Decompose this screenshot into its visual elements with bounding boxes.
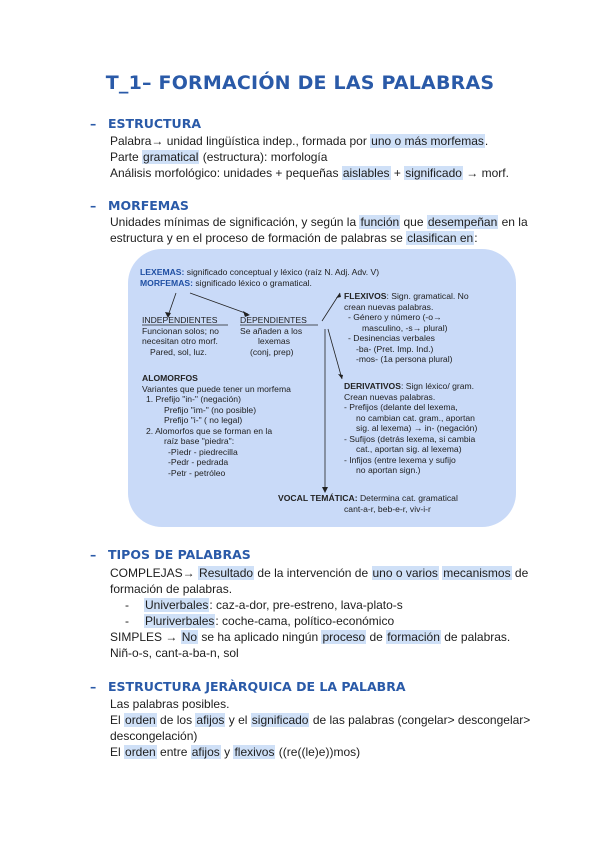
morfemas-definition: MORFEMAS: significado léxico o gramatical. xyxy=(140,278,312,288)
indep-line: Pared, sol, luz. xyxy=(150,347,207,357)
heading-dash: – xyxy=(90,198,97,213)
derivativos-line: sig. al lexema) → in- (negación) xyxy=(356,423,478,433)
section-body-tipos xyxy=(110,565,530,661)
text-line: El orden de los afijos y el significado de las palabras (congelar> descongelar> xyxy=(110,713,531,727)
independientes-heading: INDEPENDIENTES xyxy=(142,315,218,325)
text-line: Análisis morfológico: unidades + pequeñas aislables + significado → morf. xyxy=(110,166,509,180)
dep-line: lexemas xyxy=(258,336,290,346)
section-body-jerarquica xyxy=(110,696,530,760)
flexivos-line: -ba- (Pret. Imp. Ind.) xyxy=(356,344,434,354)
section-heading-morfemas: – MORFEMAS xyxy=(90,198,189,213)
derivativos-line: - Infijos (entre lexema y sufijo xyxy=(344,455,456,465)
alomorfos-heading: ALOMORFOS xyxy=(142,373,198,383)
flexivos-line: masculino, -s→ plural) xyxy=(362,323,448,333)
page-title: T_1– FORMACIÓN DE LAS PALABRAS xyxy=(105,72,495,94)
flexivos-heading: FLEXIVOS: Sign. gramatical. No xyxy=(344,291,469,301)
heading-dash: – xyxy=(90,547,97,562)
connector-derivativos xyxy=(328,329,342,379)
section-body-morfemas xyxy=(110,214,530,246)
morfemas-diagram xyxy=(128,249,516,527)
vocal-tematica-line: cant-a-r, beb-e-r, viv-i-r xyxy=(344,504,431,514)
derivativos-line: - Sufijos (detrás lexema, si cambia xyxy=(344,434,476,444)
alomorfos-line: -Petr - petróleo xyxy=(168,468,226,478)
connector-dependientes xyxy=(190,293,248,314)
derivativos-line: no aportan sign.) xyxy=(356,465,421,475)
flexivos-line: - Género y número (-o→ xyxy=(348,312,442,322)
section-heading-jerarquica: – ESTRUCTURA JERÀRQUICA DE LA PALABRA xyxy=(90,679,406,694)
flexivos-line: crean nuevas palabras. xyxy=(344,302,434,312)
dependientes-heading: DEPENDIENTES xyxy=(240,315,307,325)
connector-independientes xyxy=(168,293,176,316)
arrowhead-derivativos xyxy=(338,374,343,379)
alomorfos-line: -Pìedr - piedrecilla xyxy=(168,447,238,457)
flexivos-line: -mos- (1a persona plural) xyxy=(356,354,453,364)
vocal-tematica-heading: VOCAL TEMÁTICA: Determina cat. gramatical xyxy=(278,493,458,503)
text-line: Parte gramatical (estructura): morfología xyxy=(110,150,328,164)
text-line: Niñ-o-s, cant-a-ba-n, sol xyxy=(110,646,239,660)
text-line: Palabra→ unidad lingüística indep., formada por uno o más morfemas. xyxy=(110,134,489,148)
arrowhead-flexivos xyxy=(336,293,341,298)
dep-line: Se añaden a los xyxy=(240,326,303,336)
derivativos-line: cat., aportan sig. al lexema) xyxy=(356,444,462,454)
section-heading-estructura: – ESTRUCTURA xyxy=(90,116,201,131)
indep-line: necesitan otro morf. xyxy=(142,336,218,346)
text-line: El orden entre afijos y flexivos ((re((le)e))mos) xyxy=(110,745,361,759)
derivativos-heading: DERIVATIVOS: Sign léxico/ gram. xyxy=(344,381,475,391)
bullet-item: - Pluriverbales: coche-cama, político-económico xyxy=(125,614,395,628)
text-line: SIMPLES → No se ha aplicado ningún proceso de formación de palabras. xyxy=(110,630,511,644)
text-line: estructura y en el proceso de formación de palabras se clasifican en: xyxy=(110,231,478,245)
section-body-estructura xyxy=(110,133,530,181)
alomorfos-line: Prefijo "im-" (no posible) xyxy=(164,405,257,415)
text-line: descongelación) xyxy=(110,729,198,743)
alomorfos-line: 2. Alomorfos que se forman en la xyxy=(146,426,273,436)
alomorfos-line: raíz base "piedra": xyxy=(164,436,235,446)
alomorfos-line: Prefijo "i-" ( no legal) xyxy=(164,415,243,425)
dep-line: (conj, prep) xyxy=(250,347,294,357)
derivativos-line: - Prefijos (delante del lexema, xyxy=(344,402,458,412)
text-line: Unidades mínimas de significación, y según la función que desempeñan en la xyxy=(110,215,528,229)
alomorfos-line: 1. Prefijo "in-" (negación) xyxy=(146,394,241,404)
text-line: COMPLEJAS→ Resultado de la intervención de uno o varios mecanismos de xyxy=(110,566,529,580)
heading-dash: – xyxy=(90,679,97,694)
lexemas-definition: LEXEMAS: significado conceptual y léxico (raíz N. Adj. Adv. V) xyxy=(140,267,380,277)
alomorfos-line: -Pedr - pedrada xyxy=(168,457,229,467)
text-line: Las palabras posibles. xyxy=(110,697,230,711)
text-line: formación de palabras. xyxy=(110,582,233,596)
indep-line: Funcionan solos; no xyxy=(142,326,219,336)
derivativos-line: no cambian cat. gram., aportan xyxy=(356,413,475,423)
bullet-item: - Univerbales: caz-a-dor, pre-estreno, lava-plato-s xyxy=(125,598,403,612)
alomorfos-line: Variantes que puede tener un morfema xyxy=(142,384,291,394)
heading-dash: – xyxy=(90,116,97,131)
section-heading-tipos: – TIPOS DE PALABRAS xyxy=(90,547,251,562)
derivativos-line: Crean nuevas palabras. xyxy=(344,392,436,402)
flexivos-line: - Desinencias verbales xyxy=(348,333,435,343)
